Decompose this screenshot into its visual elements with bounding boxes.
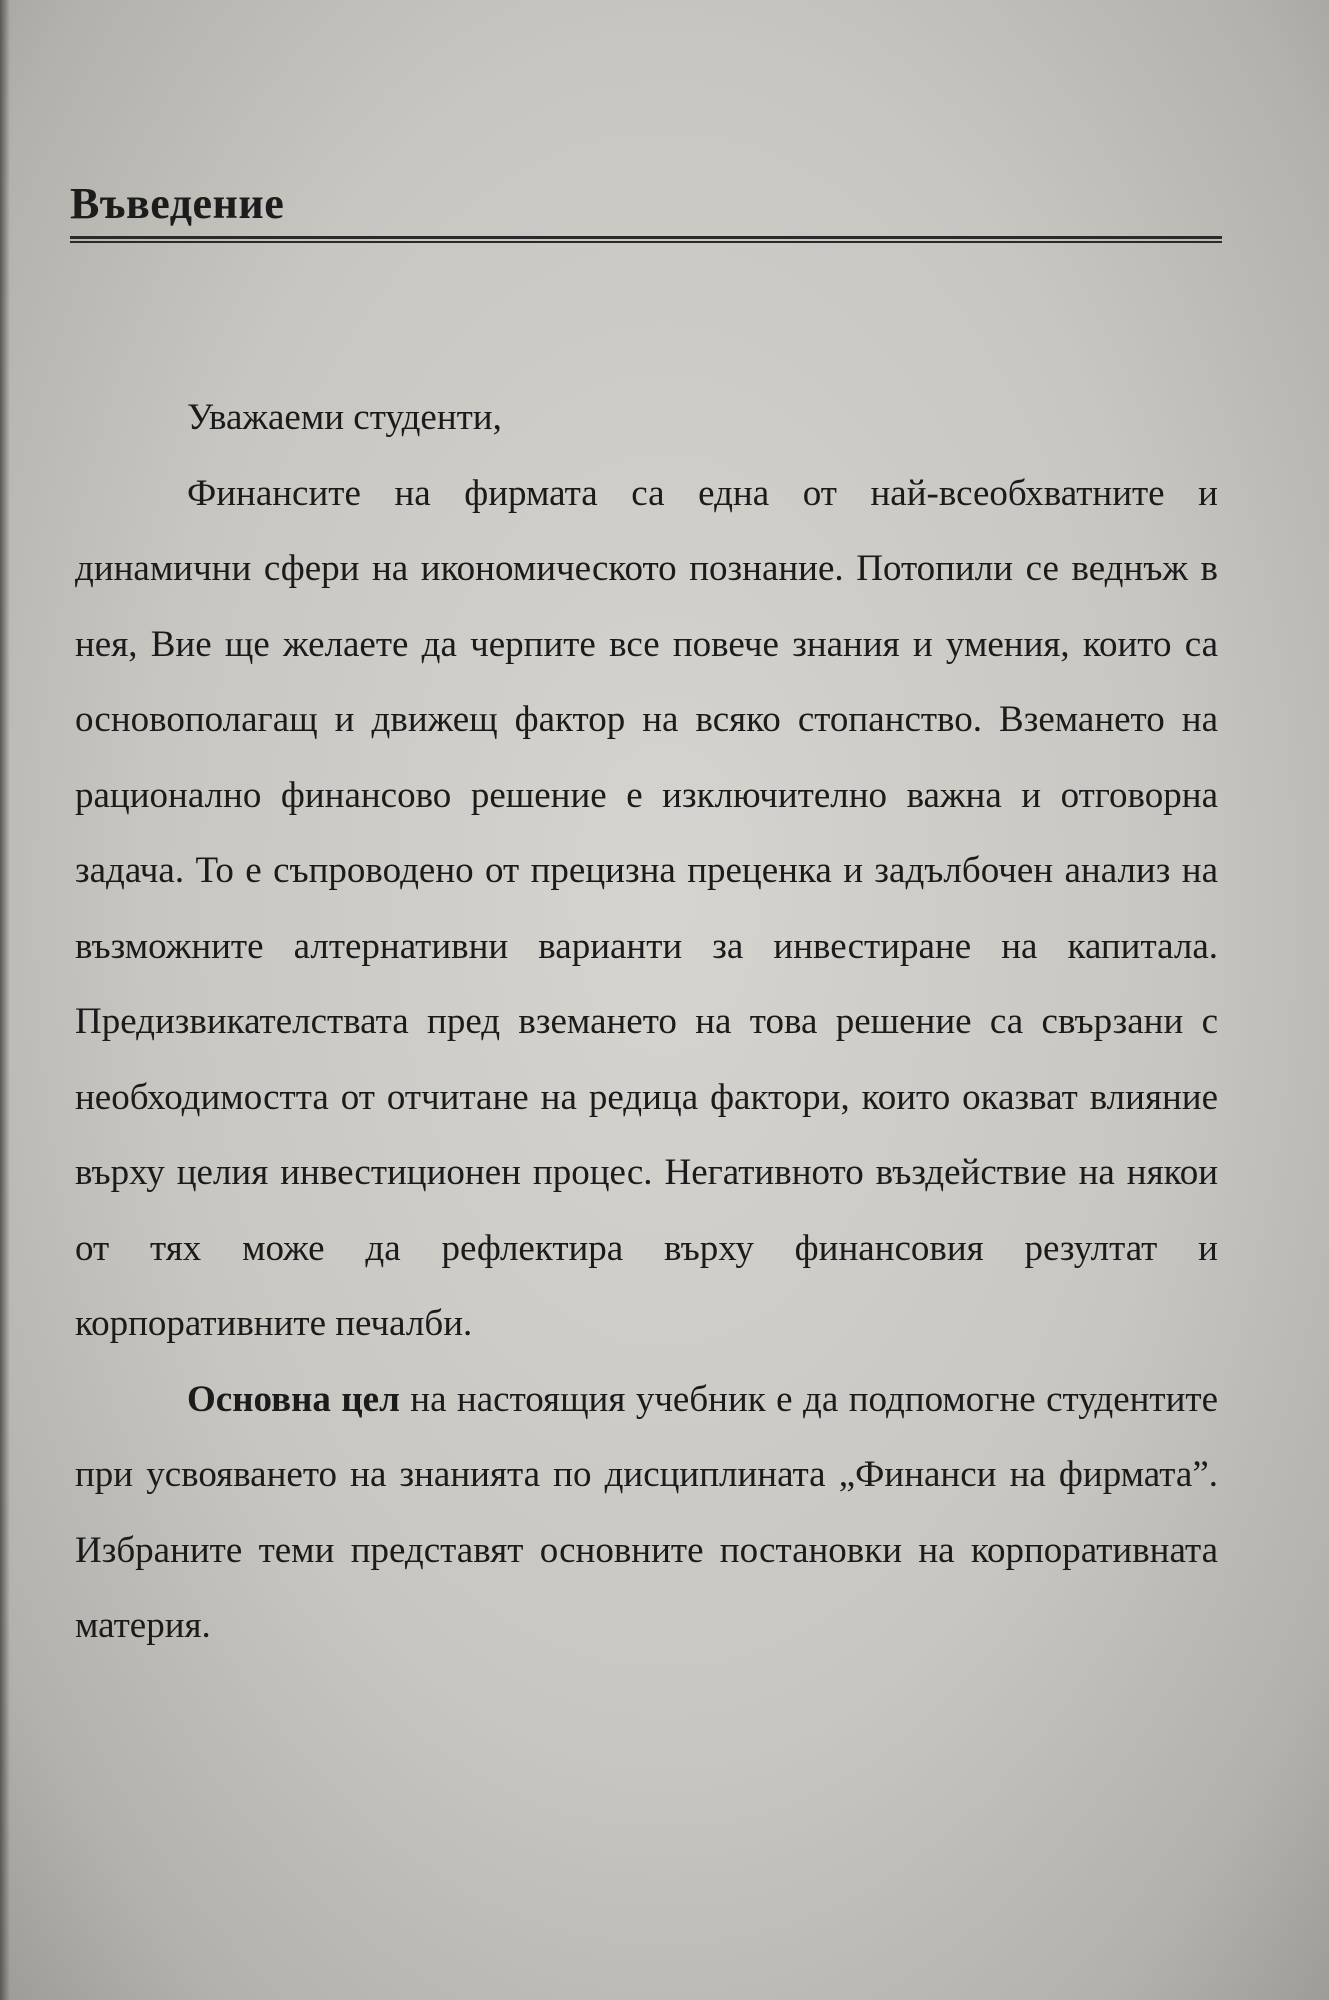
salutation: Уважаеми студенти, [187, 397, 502, 438]
body-text [75, 380, 1218, 1664]
paragraph-1: Финансите на фирмата са една от най-всеобхватните и динамични сфери на икономическото познание. Потопили се веднъж в нея, Вие ще желаете да черпите все повече знания и умения, които са основополагащ и движещ фактор на всяко стопанство. Вземането на рационално финансово решение е изключително важна и отговорна задача. То е съпроводено от прецизна преценка и задълбочен анализ на възможните алтернативни варианти за инвестиране на капитала. Предизвикателствата пред вземането на това решение са свързани с необходимостта от отчитане на редица фактори, които оказват влияние върху целия инвестиционен процес. Негативното въздействие на някои от тях може да рефлектира върху финансовия резултат и корпоративните печалби. [75, 472, 1218, 1344]
page-edge-shadow [0, 0, 10, 2000]
paragraph-2-text: на настоящия учебник е да подпомогне студентите при усвояването на знанията по дисциплината „Финанси на фирмата”. Избраните теми представят основните постановки на корпоративната материя. [75, 1378, 1218, 1646]
heading-double-rule [70, 236, 1222, 243]
section-header [70, 178, 1222, 243]
main-goal-label: Основна цел [187, 1378, 400, 1420]
section-title: Въведение [70, 179, 285, 228]
paragraph-2 [75, 1362, 1218, 1664]
